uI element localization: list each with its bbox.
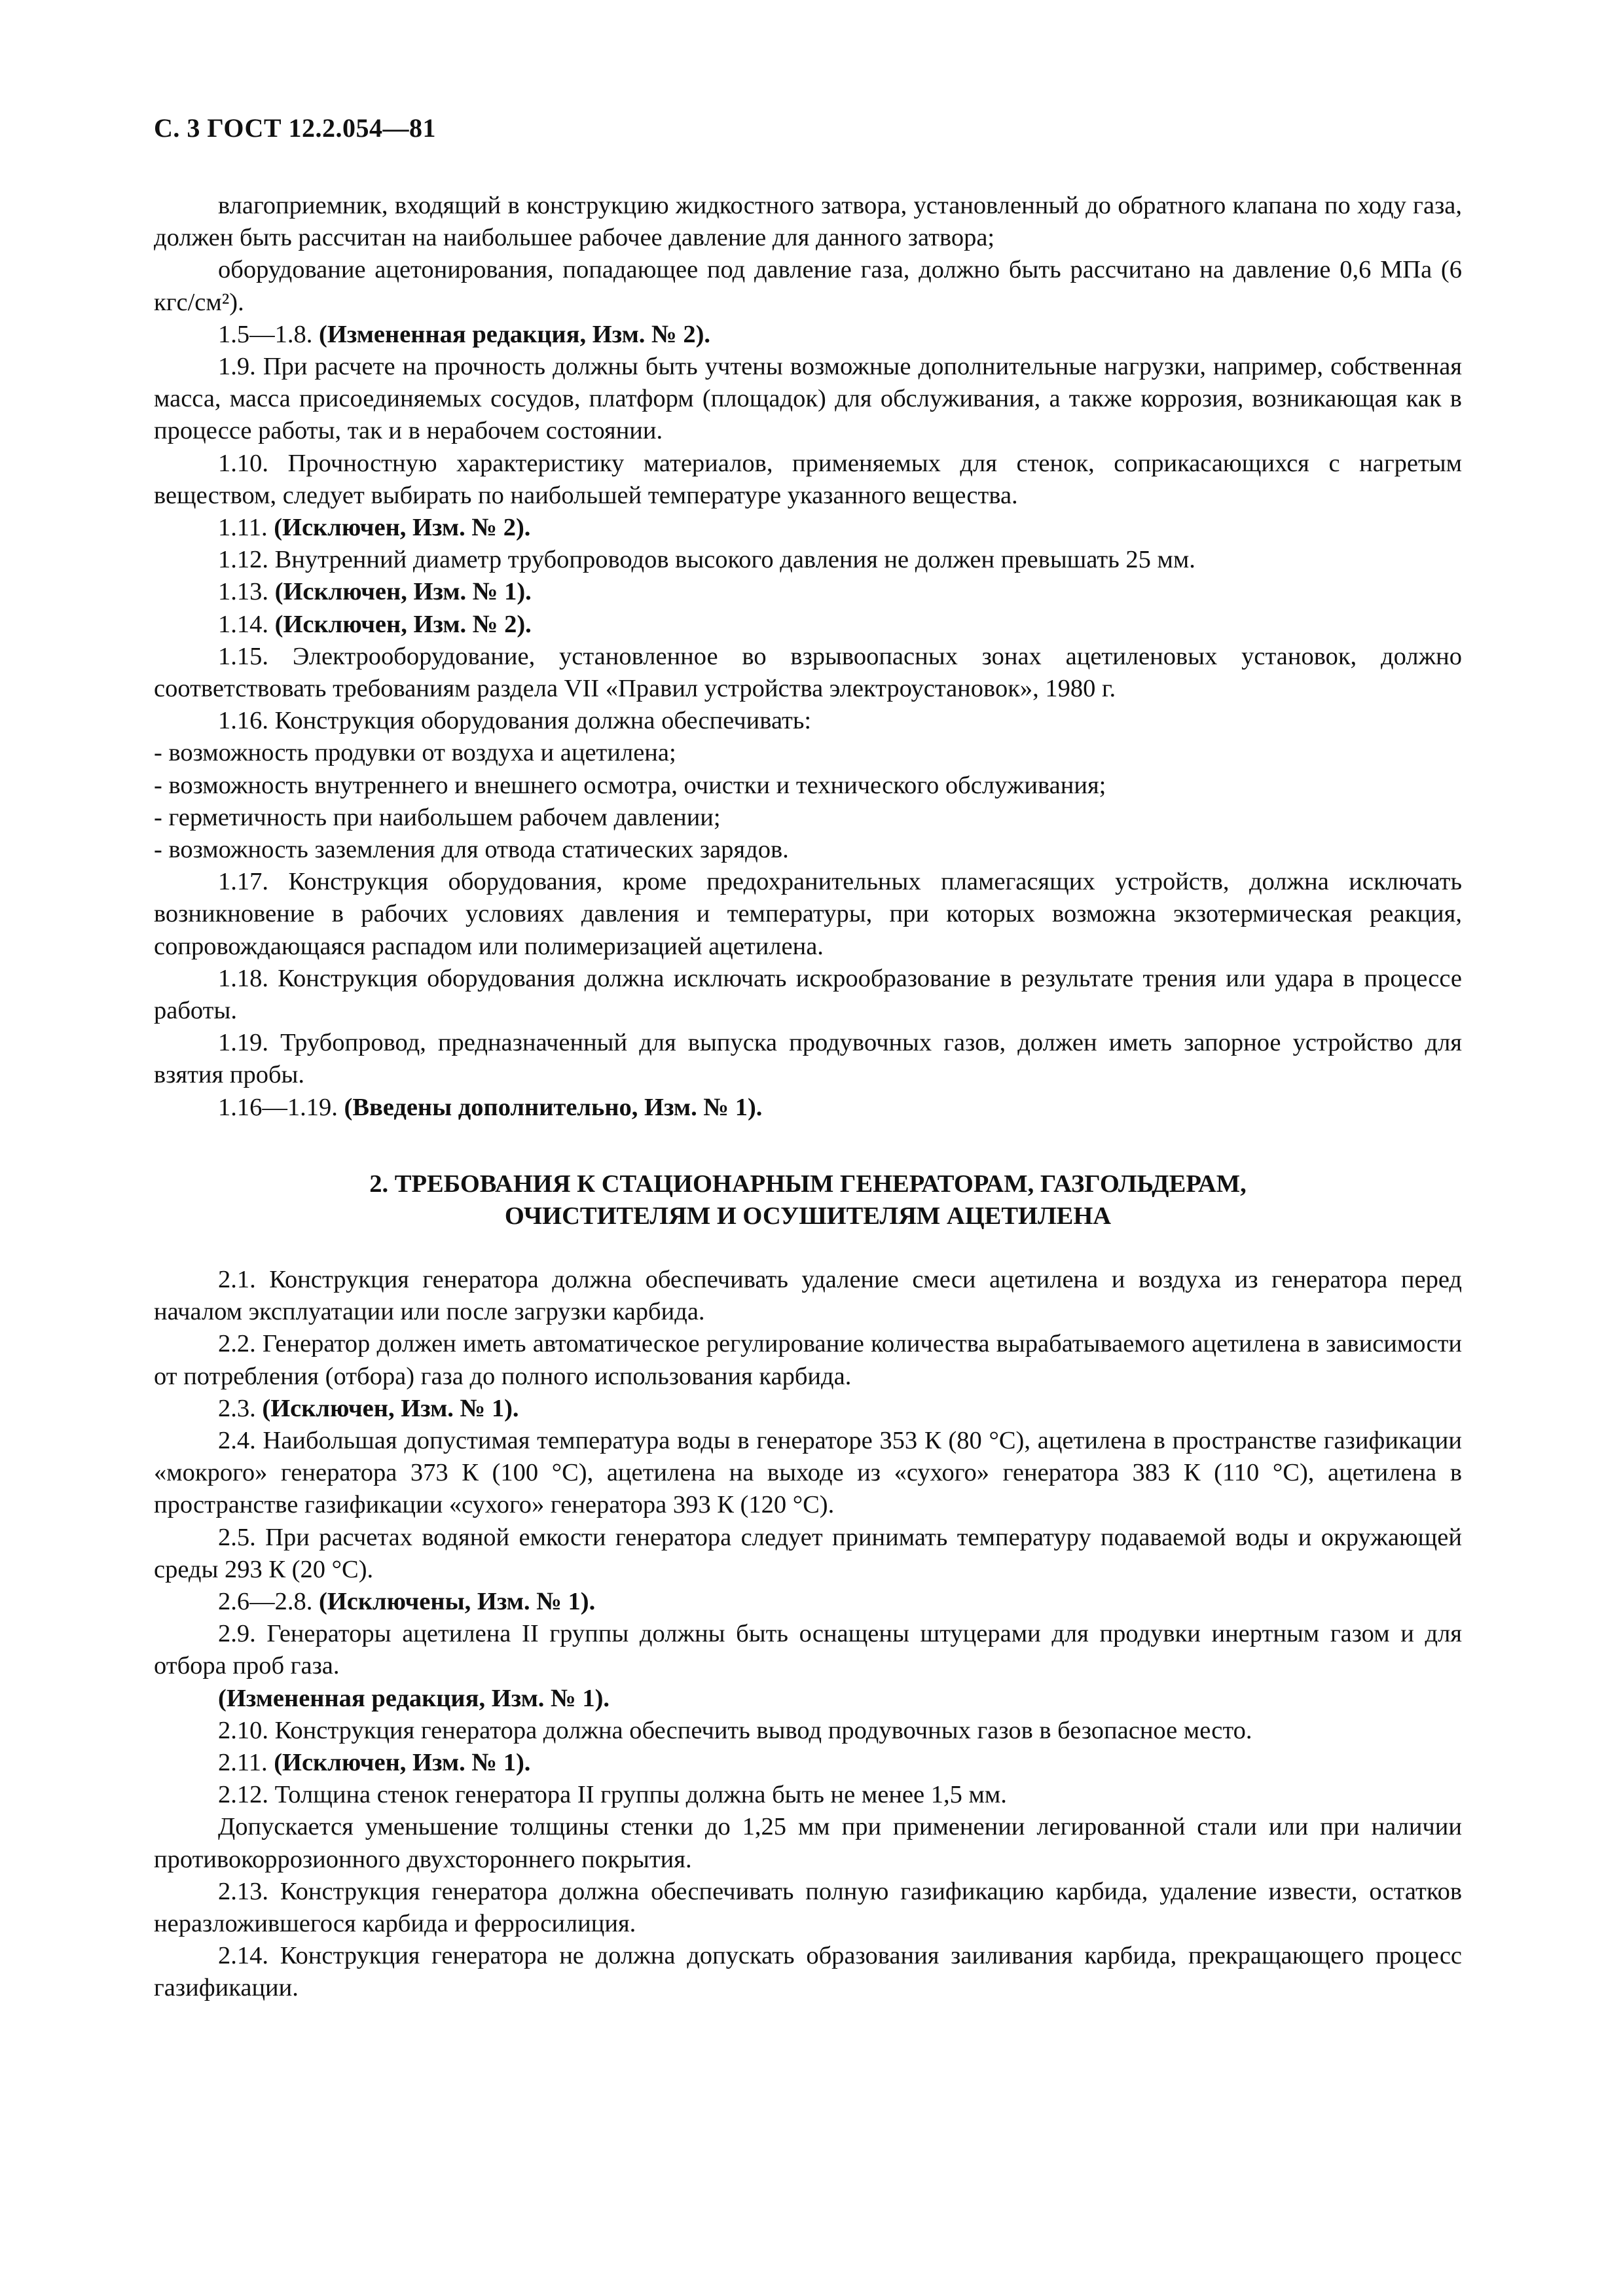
clause-number: 2.4. [218,1426,256,1454]
paragraph-text: Допускается уменьшение толщины стенки до 1,25 мм при применении легированной стали или при наличии противокоррозионного двухстороннего покрытия. [154,1813,1462,1873]
clause-number: 2.9. [218,1620,256,1648]
clause-number: 1.16. [218,707,268,735]
paragraph-text: При расчете на прочность должны быть учтены возможные дополнительные нагрузки, например, собственная масса, масса присоединяемых сосудов, платформ (площадок) для обслуживания, а также коррозия, возникающая как в процессе работы, так и в нерабочем состоянии. [154,353,1462,445]
paragraph-text: Электрооборудование, установленное во взрывоопасных зонах ацетиленовых установок, должно соответствовать требованиям раздела VII «Правил устройства электроустановок», 1980 г. [154,642,1463,703]
clause-number: 1.5—1.8. [218,320,313,348]
section-2-title [154,1168,1462,1232]
amendment-note: (Исключен, Изм. № 1). [274,1748,531,1776]
paragraph-text: Конструкция оборудования должна обеспечивать: [274,707,812,735]
paragraph [154,1876,1462,1940]
list-item: - возможность внутреннего и внешнего осмотра, очистки и технического обслуживания; [154,771,1106,799]
paragraph-text: Прочностную характеристику материалов, применяемых для стенок, соприкасающихся с нагретым веществом, следует выбирать по наибольшей температуре указанного вещества. [154,449,1463,509]
paragraph [154,1715,1462,1747]
paragraph-text: При расчетах водяной емкости генератора следует принимать температуру подаваемой воды и окружающей среды 293 К (20 °С). [154,1523,1463,1583]
paragraph [154,1811,1462,1875]
clause-number: 1.11. [218,514,268,542]
paragraph [154,866,1462,963]
paragraph-text: Толщина стенок генератора II группы должна быть не менее 1,5 мм. [274,1781,1007,1809]
paragraph [154,1264,1462,1328]
paragraph [154,448,1462,512]
clause-number: 1.9. [218,353,256,381]
paragraph [154,576,1462,608]
page-header: С. 3 ГОСТ 12.2.054—81 [154,113,437,143]
clause-number: 1.16—1.19. [218,1093,338,1121]
paragraph-text: Конструкция оборудования, кроме предохранительных пламегасящих устройств, должна исключать возникновение в рабочих условиях давления и температуры, при которых возможна экзотермическая реакция, сопровождающаяся распадом или полимеризацией ацетилена. [154,868,1462,960]
clause-number: 2.13. [218,1877,268,1905]
paragraph [154,1940,1462,2004]
clause-number: 1.18. [218,964,268,992]
clause-number: 1.17. [218,868,268,896]
clause-number: 1.13. [218,578,268,606]
paragraph-text: Конструкция генератора должна обеспечивать полную газификацию карбида, удаление извести, остатков неразложившегося карбида и ферросилиция. [154,1877,1463,1937]
list-item: - герметичность при наибольшем рабочем давлении; [154,803,721,831]
clause-number: 1.15. [218,642,268,670]
clause-number: 1.10. [218,449,268,477]
clause-number: 2.11. [218,1748,268,1776]
document-body [154,190,1462,2005]
paragraph [154,1683,1462,1715]
amendment-note: (Измененная редакция, Изм. № 2). [319,320,711,348]
amendment-note: (Измененная редакция, Изм. № 1). [218,1684,610,1712]
paragraph [154,1092,1462,1124]
clause-number: 2.2. [218,1330,256,1358]
paragraph-text: Конструкция оборудования должна исключать искрообразование в результате трения или удара в процессе работы. [154,964,1463,1025]
clause-number: 2.10. [218,1716,268,1744]
clause-number: 2.12. [218,1781,268,1809]
paragraph-text: влагоприемник, входящий в конструкцию жидкостного затвора, установленный до обратного клапана по ходу газа, должен быть рассчитан на наибольшее рабочее давление для данного затвора; [154,192,1462,252]
paragraph [154,1618,1462,1682]
clause-number: 2.5. [218,1523,256,1551]
amendment-note: (Исключен, Изм. № 1). [274,578,532,606]
paragraph-text: Генераторы ацетилена II группы должны быть оснащены штуцерами для продувки инертным газом и для отбора проб газа. [154,1620,1462,1680]
paragraph [154,254,1462,318]
amendment-note: (Исключен, Изм. № 2). [274,610,532,638]
list-item: - возможность продувки от воздуха и ацетилена; [154,739,676,767]
paragraph [154,1425,1462,1522]
clause-number: 2.6—2.8. [218,1587,313,1615]
clause-number: 1.19. [218,1029,268,1057]
clause-number: 2.3. [218,1394,256,1422]
paragraph [154,1779,1462,1811]
paragraph [154,1586,1462,1618]
paragraph-text: оборудование ацетонирования, попадающее под давление газа, должно быть рассчитано на давление 0,6 МПа (6 кгс/см²). [154,256,1462,316]
paragraph [154,1027,1462,1091]
clause-number: 1.14. [218,610,268,638]
paragraph [154,544,1462,576]
paragraph-text: Конструкция генератора должна обеспечивать удаление смеси ацетилена и воздуха из генератора перед началом эксплуатации или после загрузки карбида. [154,1265,1463,1326]
amendment-note: (Введены дополнительно, Изм. № 1). [344,1093,763,1121]
paragraph [154,1522,1462,1586]
amendment-note: (Исключены, Изм. № 1). [319,1587,596,1615]
paragraph-group-section1-cont [154,866,1462,1124]
paragraph-text: Наибольшая допустимая температура воды в генераторе 353 К (80 °С), ацетилена в пространстве газификации «мокрого» генератора 373 К (100 °С), ацетилена на выходе из «сухого» генератора 383 К (110 °С), ацетилена в пространстве газификации «сухого» генератора 393 К (120 °С). [154,1426,1462,1519]
paragraph [154,190,1462,254]
paragraph-text: Генератор должен иметь автоматическое регулирование количества вырабатываемого ацетилена в зависимости от потребления (отбора) газа до полного использования карбида. [154,1330,1462,1390]
list-item: - возможность заземления для отвода статических зарядов. [154,836,789,864]
paragraph-group-section2 [154,1264,1462,2005]
clause-number: 2.1. [218,1265,256,1293]
section-title-line: 2. ТРЕБОВАНИЯ К СТАЦИОНАРНЫМ ГЕНЕРАТОРАМ, ГАЗГОЛЬДЕРАМ, [369,1170,1247,1198]
paragraph-text: Конструкция генератора не должна допускать образования заиливания карбида, прекращающего процесс газификации. [154,1942,1463,2002]
paragraph-text: Внутренний диаметр трубопроводов высокого давления не должен превышать 25 мм. [274,546,1195,574]
paragraph [154,641,1462,705]
paragraph [154,963,1462,1027]
clause-number: 2.14. [218,1942,268,1970]
section-title-line: ОЧИСТИТЕЛЯМ И ОСУШИТЕЛЯМ АЦЕТИЛЕНА [504,1202,1112,1230]
paragraph [154,1393,1462,1425]
paragraph [154,351,1462,448]
paragraph-text: Трубопровод, предназначенный для выпуска продувочных газов, должен иметь запорное устройство для взятия пробы. [154,1029,1462,1089]
clause-number: 1.12. [218,546,268,574]
paragraph-group-section1 [154,190,1462,737]
paragraph [154,512,1462,544]
paragraph [154,1747,1462,1779]
paragraph [154,609,1462,641]
paragraph [154,1328,1462,1392]
list-116 [154,737,1462,866]
paragraph [154,319,1462,351]
amendment-note: (Исключен, Изм. № 1). [262,1394,519,1422]
amendment-note: (Исключен, Изм. № 2). [274,514,531,542]
paragraph-text: Конструкция генератора должна обеспечить вывод продувочных газов в безопасное место. [274,1716,1252,1744]
paragraph [154,705,1462,737]
